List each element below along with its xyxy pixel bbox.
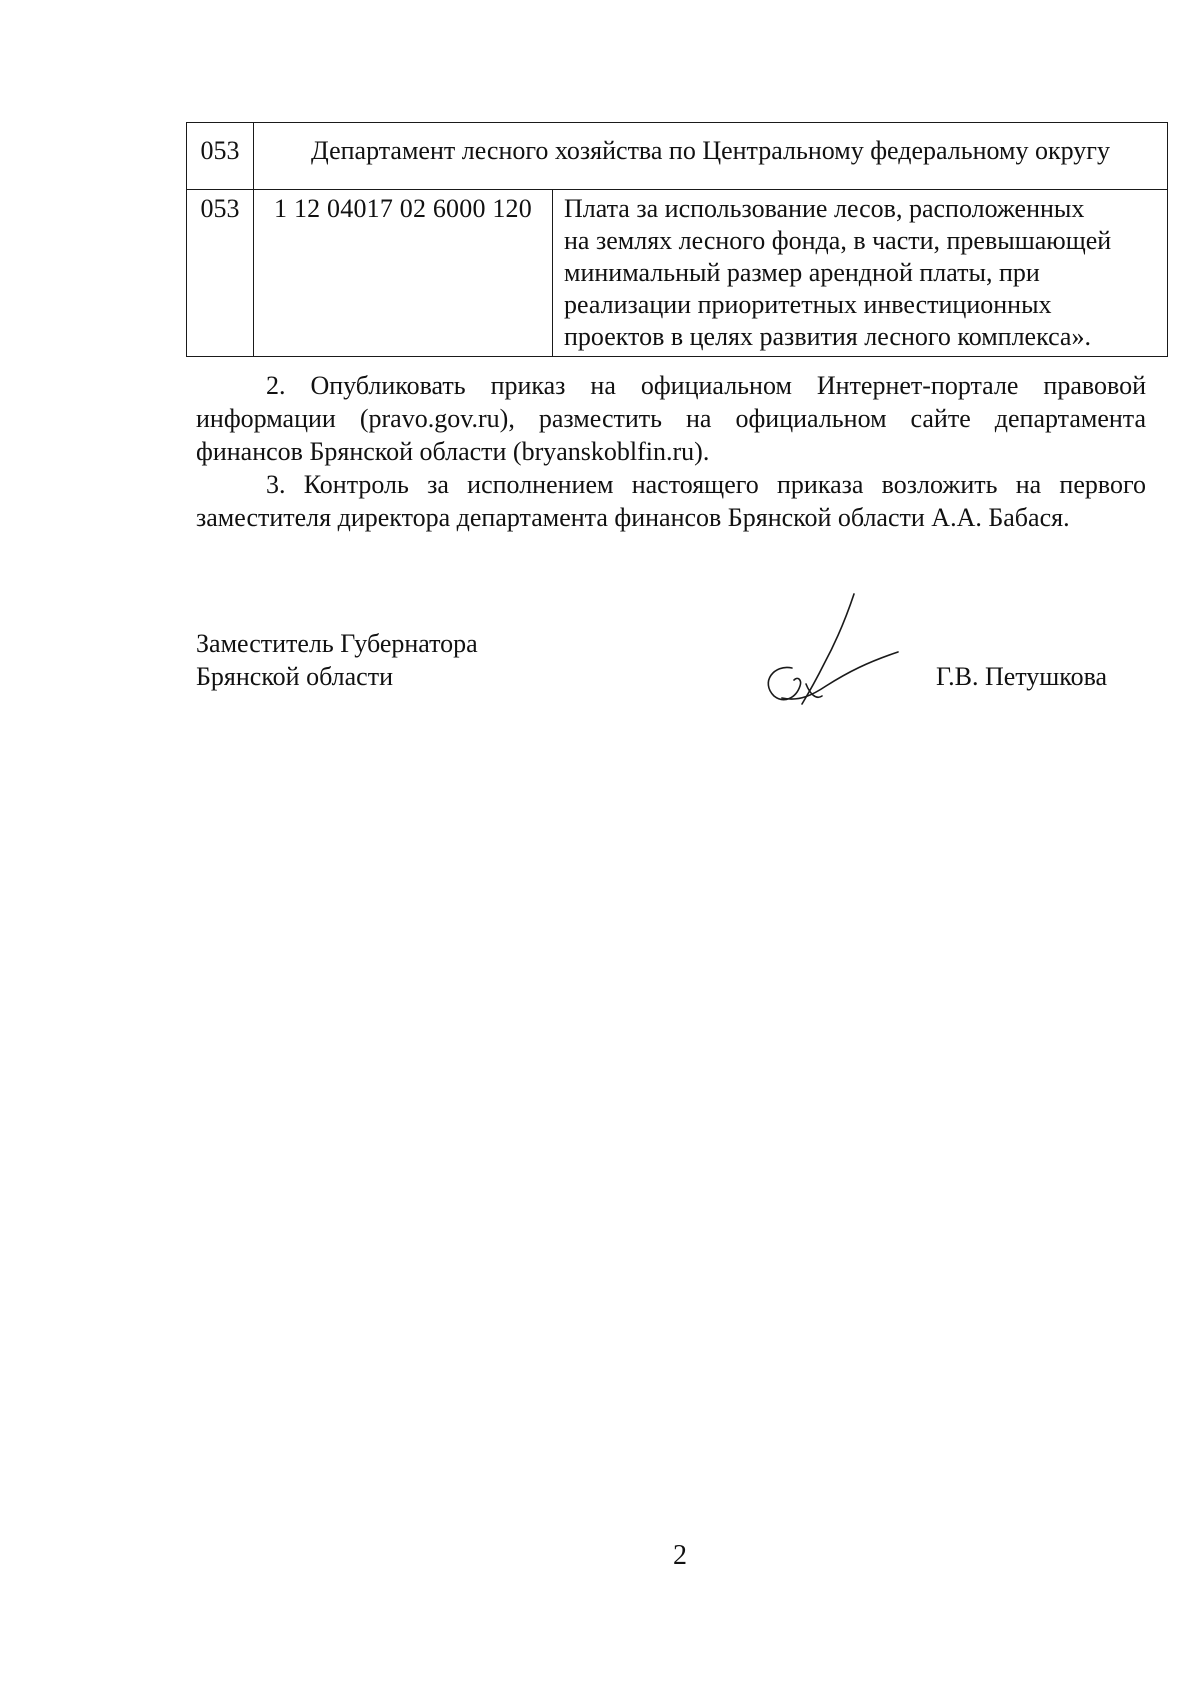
- signatory-name: Г.В. Петушкова: [936, 662, 1108, 691]
- revenue-name-line: реализации приоритетных инвестиционных: [564, 290, 1052, 319]
- signatory-position-line: Заместитель Губернатора: [196, 629, 478, 658]
- chapter-code-cell: 053: [187, 123, 254, 190]
- signatory-position: [196, 627, 478, 693]
- page-number: 2: [673, 1540, 687, 1571]
- revenue-name-line: на землях лесного фонда, в части, превышающей: [564, 226, 1112, 255]
- revenue-name-cell: [553, 190, 1168, 357]
- paragraph-line: 3. Контроль за исполнением настоящего приказа возложить на первого: [266, 470, 1146, 499]
- order-paragraphs: [196, 369, 1146, 534]
- paragraph-line: информации (pravo.gov.ru), разместить на официальном сайте департамента: [196, 404, 1146, 433]
- budget-codes-table: [186, 122, 1168, 357]
- table-header-row: [187, 123, 1168, 190]
- revenue-code-cell: 1 12 04017 02 6000 120: [254, 190, 553, 357]
- table-row: [187, 190, 1168, 357]
- department-title-cell: Департамент лесного хозяйства по Центральному федеральному округу: [254, 123, 1168, 190]
- revenue-name-line: проектов в целях развития лесного комплекса».: [564, 322, 1091, 351]
- revenue-name-line: Плата за использование лесов, расположенных: [564, 194, 1085, 223]
- revenue-name-line: минимальный размер арендной платы, при: [564, 258, 1040, 287]
- paragraph-control: [196, 468, 1146, 534]
- handwritten-signature: [752, 586, 902, 716]
- paragraph-line: заместителя директора департамента финансов Брянской области А.А. Бабася.: [196, 503, 1070, 532]
- paragraph-line: финансов Брянской области (bryanskoblfin.ru).: [196, 437, 710, 466]
- paragraph-line: 2. Опубликовать приказ на официальном Интернет-портале правовой: [266, 371, 1146, 400]
- chapter-code-cell: 053: [187, 190, 254, 357]
- paragraph-publish: [196, 369, 1146, 468]
- signatory-position-line: Брянской области: [196, 662, 393, 691]
